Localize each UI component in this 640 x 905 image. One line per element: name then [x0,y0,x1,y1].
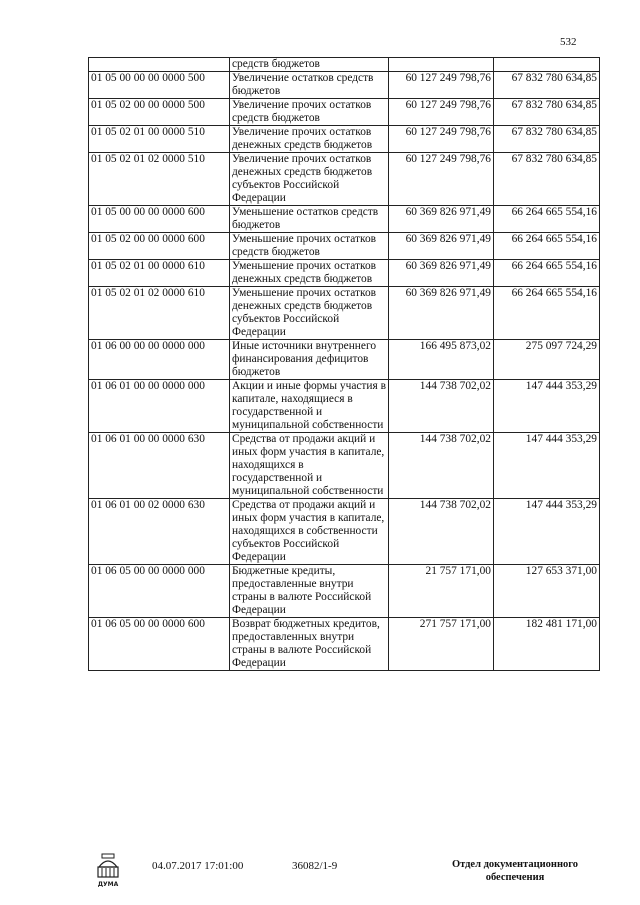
footer-department: Отдел документационного обеспечения [451,859,579,883]
cell-value-2: 67 832 780 634,85 [494,126,600,153]
cell-code: 01 05 00 00 00 0000 500 [89,72,230,99]
cell-name: Увеличение прочих остатков денежных средств бюджетов субъектов Российской Федерации [230,153,389,206]
footer-datetime: 04.07.2017 17:01:00 [152,860,244,872]
cell-code: 01 05 00 00 00 0000 600 [89,206,230,233]
cell-name: Уменьшение прочих остатков денежных средств бюджетов [230,260,389,287]
cell-name: Уменьшение остатков средств бюджетов [230,206,389,233]
cell-value-2 [494,58,600,72]
cell-value-1: 60 127 249 798,76 [389,99,494,126]
cell-value-1: 60 369 826 971,49 [389,233,494,260]
table-row [89,340,600,380]
table-row [89,233,600,260]
cell-code: 01 06 01 00 02 0000 630 [89,499,230,565]
cell-value-2: 147 444 353,29 [494,499,600,565]
cell-name: Уменьшение прочих остатков средств бюджетов [230,233,389,260]
cell-value-1: 144 738 702,02 [389,380,494,433]
table-row [89,499,600,565]
cell-value-1: 271 757 171,00 [389,618,494,671]
cell-code: 01 06 00 00 00 0000 000 [89,340,230,380]
cell-name: Уменьшение прочих остатков денежных средств бюджетов субъектов Российской Федерации [230,287,389,340]
cell-value-2: 275 097 724,29 [494,340,600,380]
cell-code: 01 06 05 00 00 0000 000 [89,565,230,618]
cell-name: Увеличение остатков средств бюджетов [230,72,389,99]
cell-name: Увеличение прочих остатков денежных средств бюджетов [230,126,389,153]
continuation-row [89,58,600,72]
cell-value-1: 60 127 249 798,76 [389,72,494,99]
cell-code: 01 05 02 01 00 0000 510 [89,126,230,153]
table-row [89,380,600,433]
cell-value-1 [389,58,494,72]
table-row [89,153,600,206]
cell-value-1: 60 369 826 971,49 [389,287,494,340]
cell-code: 01 06 05 00 00 0000 600 [89,618,230,671]
cell-name: Иные источники внутреннего финансирования дефицитов бюджетов [230,340,389,380]
cell-value-2: 66 264 665 554,16 [494,287,600,340]
table-row [89,287,600,340]
cell-name: Бюджетные кредиты, предоставленные внутри страны в валюте Российской Федерации [230,565,389,618]
cell-value-2: 67 832 780 634,85 [494,72,600,99]
cell-value-2: 67 832 780 634,85 [494,99,600,126]
table-row [89,433,600,499]
table-row [89,618,600,671]
cell-value-1: 60 127 249 798,76 [389,126,494,153]
cell-code: 01 06 01 00 00 0000 000 [89,380,230,433]
table-row [89,99,600,126]
cell-code: 01 05 02 01 02 0000 610 [89,287,230,340]
cell-name: средств бюджетов [230,58,389,72]
table-row [89,206,600,233]
cell-value-2: 66 264 665 554,16 [494,260,600,287]
cell-value-1: 166 495 873,02 [389,340,494,380]
table-row [89,260,600,287]
cell-value-1: 144 738 702,02 [389,499,494,565]
cell-code: 01 05 02 01 02 0000 510 [89,153,230,206]
cell-value-2: 127 653 371,00 [494,565,600,618]
cell-code: 01 06 01 00 00 0000 630 [89,433,230,499]
cell-code: 01 05 02 00 00 0000 600 [89,233,230,260]
cell-value-1: 60 369 826 971,49 [389,260,494,287]
cell-value-2: 147 444 353,29 [494,433,600,499]
duma-logo-icon [93,851,123,889]
cell-code: 01 05 02 01 00 0000 610 [89,260,230,287]
table-row [89,565,600,618]
cell-name: Возврат бюджетных кредитов, предоставленных внутри страны в валюте Российской Федерации [230,618,389,671]
cell-value-2: 66 264 665 554,16 [494,206,600,233]
table-row [89,72,600,99]
cell-value-2: 182 481 171,00 [494,618,600,671]
cell-value-2: 67 832 780 634,85 [494,153,600,206]
cell-name: Акции и иные формы участия в капитале, находящиеся в государственной и муниципальной собственности [230,380,389,433]
page-number: 532 [560,36,577,48]
cell-code [89,58,230,72]
table-row [89,126,600,153]
cell-name: Средства от продажи акций и иных форм участия в капитале, находящихся в государственной и муниципальной собственности [230,433,389,499]
cell-value-1: 60 369 826 971,49 [389,206,494,233]
logo-text: ДУМА [97,881,119,888]
cell-value-2: 66 264 665 554,16 [494,233,600,260]
cell-value-1: 60 127 249 798,76 [389,153,494,206]
footer-doc-number: 36082/1-9 [292,860,338,872]
budget-sources-table [88,57,600,671]
cell-value-1: 144 738 702,02 [389,433,494,499]
cell-name: Увеличение прочих остатков средств бюджетов [230,99,389,126]
cell-value-1: 21 757 171,00 [389,565,494,618]
cell-name: Средства от продажи акций и иных форм участия в капитале, находящихся в собственности субъектов Российской Федерации [230,499,389,565]
cell-code: 01 05 02 00 00 0000 500 [89,99,230,126]
cell-value-2: 147 444 353,29 [494,380,600,433]
